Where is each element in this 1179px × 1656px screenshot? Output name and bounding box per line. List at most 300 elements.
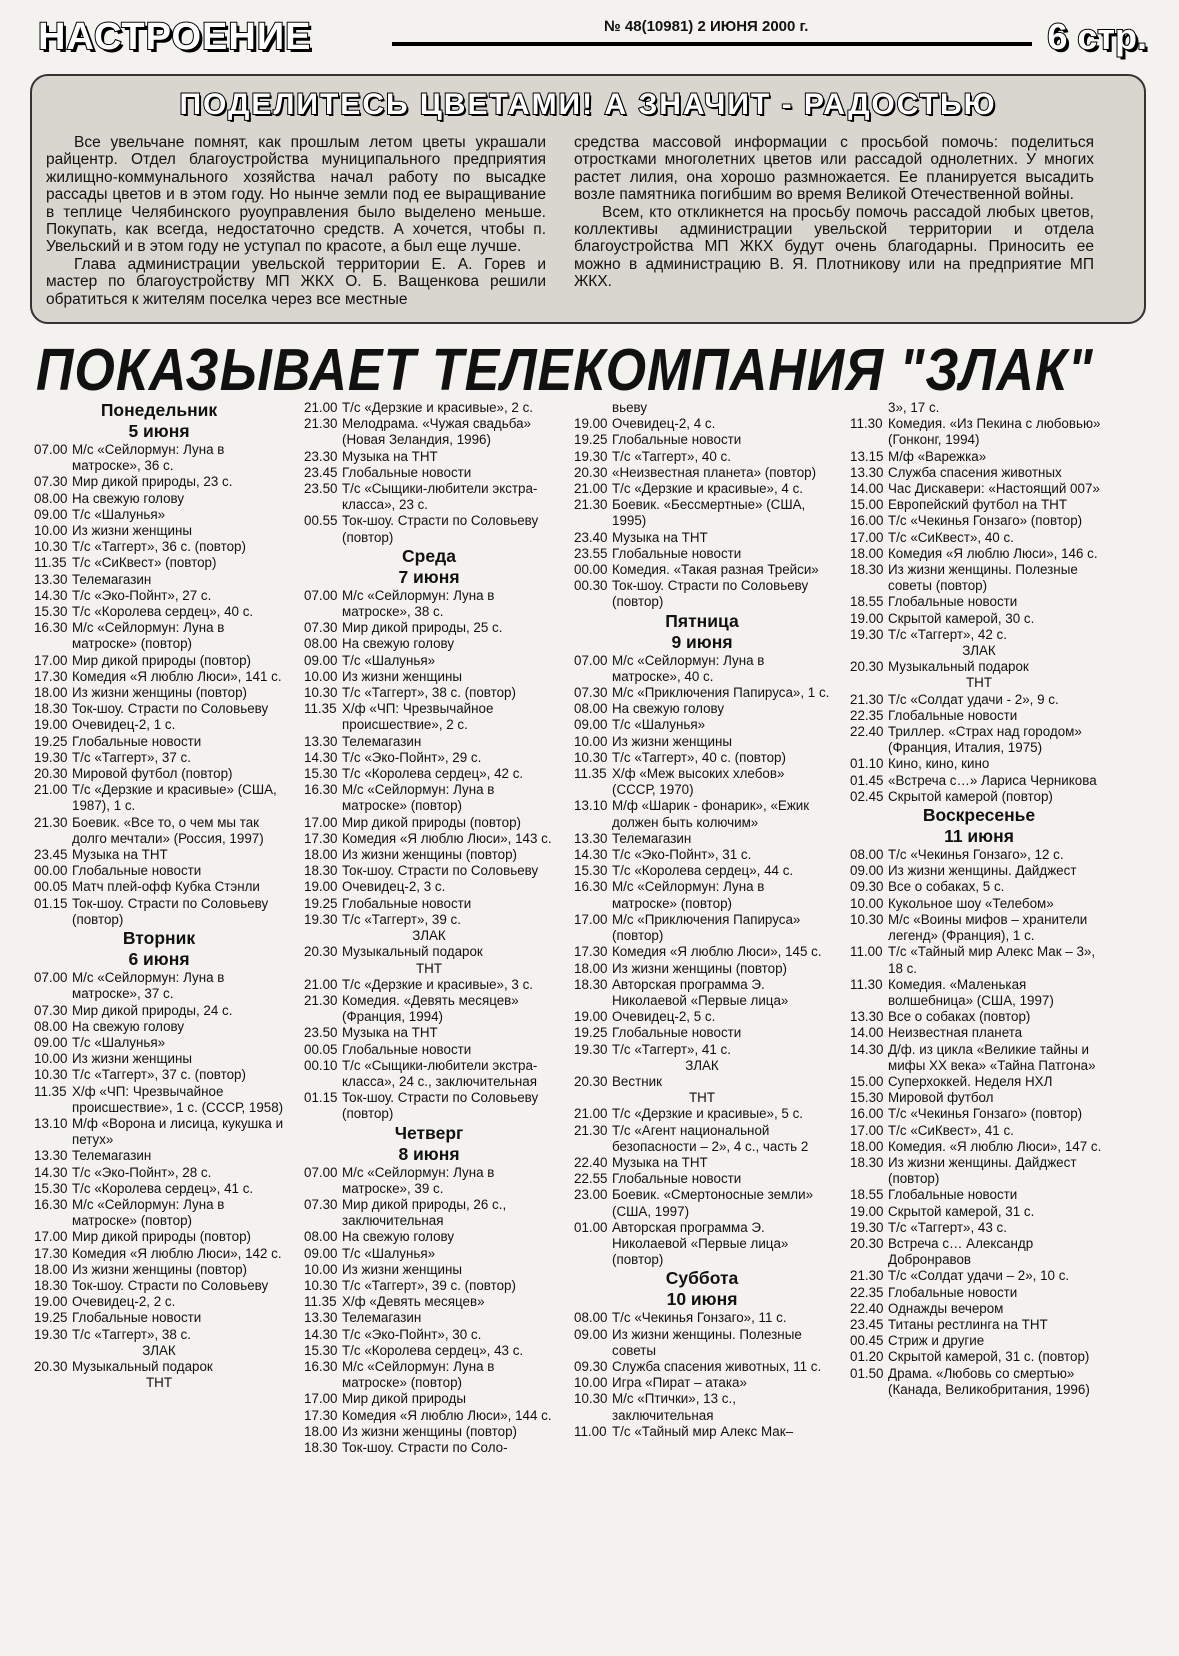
program-entry [34, 701, 284, 717]
schedule-headline: ПОКАЗЫВАЕТ ТЕЛЕКОМПАНИЯ "ЗЛАК" [36, 337, 1094, 404]
program-time: 16.30 [34, 620, 68, 636]
program-title: Музыка на ТНТ [612, 529, 708, 545]
program-title: Глобальные новости [72, 733, 202, 749]
program-time: 10.30 [574, 1391, 608, 1407]
channel-label: ЗЛАК [412, 928, 446, 944]
program-entry [304, 653, 554, 669]
program-time: 19.25 [34, 1310, 68, 1326]
program-title: Из жизни женщины [342, 668, 462, 684]
program-title: Музыкальный подарок [888, 659, 1029, 675]
program-entry [850, 449, 1108, 465]
program-time: 14.00 [850, 1025, 884, 1041]
program-title: Боевик. «Бессмертные» (США, 1995) [612, 497, 806, 529]
program-entry [850, 756, 1108, 772]
program-title: Д/ф. из цикла «Великие тайны и мифы XX века» «Тайна Патгона» [888, 1041, 1096, 1073]
program-title: Мелодрама. «Чужая свадьба» (Новая Зеландия, 1996) [342, 416, 531, 448]
program-title: Комедия. «Маленькая волшебница» (США, 1997) [888, 976, 1054, 1008]
program-time: 14.30 [850, 1041, 884, 1057]
notice-right-column [574, 134, 1094, 291]
program-entry [850, 863, 1108, 879]
program-title: На свежую голову [72, 490, 185, 506]
program-time: 00.00 [34, 863, 68, 879]
program-time: 19.30 [850, 1219, 884, 1235]
program-entry [304, 1440, 554, 1456]
program-entry [34, 1246, 284, 1262]
program-entry [34, 863, 284, 879]
program-entry [574, 578, 830, 610]
program-time: 11.00 [850, 944, 883, 960]
program-entry [304, 1343, 554, 1359]
program-title: Боевик. «Смертоносные земли» (США, 1997) [612, 1187, 814, 1219]
program-time: 07.00 [304, 1164, 338, 1180]
program-title: Музыка на ТНТ [72, 847, 168, 863]
program-title: Т/с «Шалунья» [72, 1034, 166, 1050]
program-entry [304, 449, 554, 465]
program-title: Авторская программа Э. Николаевой «Первые лица» [612, 976, 789, 1008]
program-time: 19.30 [34, 749, 68, 765]
program-title: На свежую голову [342, 636, 455, 652]
program-time: 23.45 [850, 1316, 884, 1332]
program-entry [850, 1301, 1108, 1317]
program-time: 19.25 [574, 432, 608, 448]
program-entry [574, 944, 830, 960]
program-title: Т/с «Дерзкие и красивые» (США, 1987), 1 с. [72, 782, 277, 814]
program-title: Авторская программа Э. Николаевой «Первые лица» (повтор) [612, 1219, 789, 1268]
program-time: 11.35 [304, 1294, 337, 1310]
notice-left-column [46, 134, 546, 308]
program-entry [850, 1187, 1108, 1203]
program-title: Очевидец-2, 2 с. [72, 1294, 176, 1310]
program-title: Час Дискавери: «Настоящий 007» [888, 481, 1100, 497]
program-time: 08.00 [304, 636, 338, 652]
program-entry [304, 879, 554, 895]
channel-label: ТНТ [965, 675, 993, 691]
program-title: Глобальные новости [342, 895, 472, 911]
program-entry [34, 1116, 284, 1148]
program-time: 20.30 [574, 1073, 608, 1089]
program-title: Ток-шоу. Страсти по Соловьеву (повтор) [72, 895, 269, 927]
program-time: 23.45 [34, 847, 68, 863]
program-time: 18.30 [304, 863, 338, 879]
program-entry [34, 491, 284, 507]
program-title: Кино, кино, кино [888, 756, 990, 772]
program-time: 22.40 [574, 1154, 608, 1170]
program-time: 10.00 [34, 1051, 68, 1067]
program-entry [574, 1220, 830, 1269]
program-title: Мир дикой природы, 25 с. [342, 620, 503, 636]
program-time: 07.00 [34, 442, 68, 457]
notice-paragraph: Всем, кто откликнется на просьбу помочь рассадой любых цветов, коллективы администрации увельской территории и отдела благоустройства МП ЖКХ будут очень благодарны. Приносить ее можно в администрацию В. Я. Плотникову или на предприятие МП ЖКХ. [574, 203, 1094, 291]
program-time: 19.00 [850, 610, 884, 626]
program-time: 10.30 [34, 1067, 68, 1083]
program-title: На свежую голову [72, 1018, 185, 1034]
channel-label: ТНТ [415, 960, 443, 976]
program-time: 16.30 [304, 782, 338, 798]
program-time: 16.30 [304, 1358, 338, 1374]
program-title: вьеву [612, 400, 648, 415]
program-title: Т/с «Чекинья Гонзаго», 11 с. [612, 1310, 787, 1326]
program-title: Глобальные новости [342, 464, 472, 480]
program-title: Ток-шоу. Страсти по Соловьеву [72, 1277, 269, 1293]
program-title: М/с «Сейлормун: Луна в матроске», 40 с. [612, 652, 765, 684]
program-time: 19.00 [304, 879, 338, 895]
program-time: 08.00 [574, 1310, 608, 1326]
program-time: 11.00 [574, 1423, 607, 1439]
program-entry [34, 847, 284, 863]
program-title: М/с «Сейлормун: Луна в матроске» (повтор) [72, 1196, 225, 1229]
program-title: Встреча с… Александр Добронравов [888, 1235, 1034, 1268]
program-entry [574, 1391, 830, 1423]
day-heading: 8 июня [398, 1143, 460, 1164]
program-time: 11.35 [304, 701, 337, 717]
program-entry [34, 1278, 284, 1294]
program-entry [850, 977, 1108, 1009]
program-entry [850, 1333, 1108, 1349]
program-title: Т/с «Сыщики-любители экстра-класса», 24 с., заключительная [342, 1057, 538, 1089]
program-entry [574, 701, 830, 717]
program-time: 01.10 [850, 756, 884, 772]
program-time: 17.00 [304, 1391, 338, 1407]
program-entry [574, 847, 830, 863]
program-title: М/с «Птички», 13 с., заключительная [612, 1391, 736, 1423]
program-entry [850, 400, 1108, 416]
program-title: Т/с «Эко-Пойнт», 31 с. [612, 847, 752, 863]
program-title: Т/с «Таггерт», 41 с. [612, 1041, 731, 1057]
program-entry [574, 562, 830, 578]
program-title: Глобальные новости [612, 1025, 742, 1041]
program-entry [850, 513, 1108, 529]
program-time: 00.05 [34, 879, 68, 895]
program-title: Из жизни женщины (повтор) [342, 847, 518, 863]
program-time: 19.25 [304, 895, 338, 911]
program-time: 19.30 [850, 626, 884, 642]
program-time: 17.00 [574, 911, 608, 927]
program-time: 09.00 [574, 717, 608, 733]
program-title: Телемагазин [72, 1148, 152, 1164]
program-title: Из жизни женщины (повтор) [72, 1261, 248, 1277]
program-time: 21.00 [574, 1106, 608, 1122]
program-time: 15.30 [34, 604, 68, 620]
program-title: Т/с «Тайный мир Алекс Мак– [612, 1423, 794, 1439]
program-entry [574, 1106, 830, 1122]
program-title: Т/с «Шалунья» [342, 1245, 436, 1261]
day-heading: 10 июня [666, 1289, 738, 1310]
program-title: Т/с «Чекинья Гонзаго» (повтор) [888, 513, 1083, 529]
program-time: 23.00 [574, 1187, 608, 1203]
program-time: 01.15 [34, 895, 68, 911]
program-entry [574, 961, 830, 977]
program-title: Мир дикой природы (повтор) [342, 814, 522, 830]
program-entry [574, 1310, 830, 1326]
program-time: 22.40 [850, 1300, 884, 1316]
program-entry [304, 1310, 554, 1326]
day-heading: 9 июня [671, 631, 733, 652]
program-title: М/с «Сейлормун: Луна в матроске», 37 с. [72, 970, 225, 1002]
program-time: 10.30 [574, 749, 608, 765]
program-title: М/с «Сейлормун: Луна в матроске», 36 с. [72, 442, 225, 474]
program-entry [34, 734, 284, 750]
program-entry [304, 863, 554, 879]
day-heading: Понедельник [100, 400, 218, 420]
program-entry [850, 546, 1108, 562]
program-entry [34, 782, 284, 814]
program-title: Т/с «Королева сердец», 44 с. [612, 863, 794, 879]
program-time: 21.30 [304, 992, 338, 1008]
program-title: Комедия. «Девять месяцев» (Франция, 1994) [342, 992, 519, 1025]
program-time: 21.30 [34, 814, 68, 830]
program-entry [574, 977, 830, 1009]
program-entry [304, 1424, 554, 1440]
program-time: 13.30 [34, 571, 68, 587]
program-title: Т/с «Королева сердец», 43 с. [342, 1342, 524, 1358]
program-title: Музыкальный подарок [342, 944, 483, 960]
program-entry [574, 1155, 830, 1171]
program-time: 22.55 [574, 1171, 608, 1187]
program-title: Все о собаках (повтор) [888, 1009, 1031, 1025]
program-time: 07.30 [34, 474, 68, 490]
program-time: 10.30 [304, 1277, 338, 1293]
program-entry [34, 1310, 284, 1326]
program-time: 01.00 [574, 1219, 608, 1235]
program-title: Из жизни женщины. Дайджест (повтор) [888, 1154, 1077, 1187]
program-title: На свежую голову [612, 701, 725, 717]
header-rule [392, 42, 1032, 46]
program-title: Музыка на ТНТ [612, 1154, 708, 1170]
program-title: Комедия «Я люблю Люси», 146 с. [888, 545, 1098, 561]
program-title: Комедия «Я люблю Люси», 143 с. [342, 830, 552, 846]
day-heading: 6 июня [128, 949, 190, 970]
program-time: 08.00 [304, 1229, 338, 1245]
program-title: Триллер. «Страх над городом» (Франция, Италия, 1975) [888, 724, 1082, 756]
program-time: 18.00 [34, 1261, 68, 1277]
program-entry [574, 685, 830, 701]
program-title: Глобальные новости [72, 863, 202, 879]
program-time: 20.30 [34, 766, 68, 782]
program-entry [850, 481, 1108, 497]
program-entry [34, 474, 284, 490]
program-title: Т/с «Таггерт», 39 с. [342, 911, 461, 927]
program-entry [574, 717, 830, 733]
program-entry [574, 1123, 830, 1155]
program-title: Глобальные новости [342, 1041, 472, 1057]
program-entry [34, 1294, 284, 1310]
program-entry [34, 507, 284, 523]
page-number: 6 стр. [1047, 16, 1147, 57]
program-title: М/с «Сейлормун: Луна в матроске», 39 с. [342, 1164, 495, 1196]
program-time: 22.35 [850, 707, 884, 723]
program-title: Глобальные новости [612, 545, 742, 561]
program-time: 07.00 [574, 652, 608, 668]
program-title: Х/ф «ЧП: Чрезвычайное происшествие», 1 с. (СССР, 1958) [72, 1083, 284, 1115]
program-entry [850, 465, 1108, 481]
program-entry [304, 416, 554, 448]
program-time: 21.00 [34, 782, 68, 798]
program-title: Мир дикой природы [342, 1391, 466, 1407]
program-entry [850, 847, 1108, 863]
program-title: Из жизни женщины (повтор) [72, 685, 248, 701]
channel-label: ТНТ [688, 1090, 716, 1106]
program-title: На свежую голову [342, 1229, 455, 1245]
program-title: М/ф «Шарик - фонарик», «Ежик должен быть колючим» [612, 798, 810, 830]
program-title: Х/ф «Меж высоких хлебов» (СССР, 1970) [612, 766, 785, 798]
program-entry [850, 944, 1108, 976]
program-time: 11.35 [34, 1083, 67, 1099]
program-entry [304, 831, 554, 847]
program-entry [574, 766, 830, 798]
program-time: 13.30 [850, 1009, 884, 1025]
program-entry [304, 1229, 554, 1245]
program-time: 19.25 [574, 1025, 608, 1041]
program-title: Т/с «Эко-Пойнт», 29 с. [342, 749, 482, 765]
program-title: М/с «Приключения Папируса» (повтор) [612, 911, 801, 944]
program-entry [850, 1155, 1108, 1187]
program-title: Музыка на ТНТ [342, 1025, 438, 1041]
program-time: 15.30 [304, 766, 338, 782]
program-title: М/с «Сейлормун: Луна в матроске» (повтор) [612, 879, 765, 911]
program-entry [304, 465, 554, 481]
schedule-column-2 [304, 400, 554, 1456]
program-entry [574, 653, 830, 685]
program-time: 17.00 [34, 652, 68, 668]
notice-paragraph: Глава администрации увельской территории Е. А. Горев и мастер по благоустройству МП ЖКХ О. Б. Ващенкова решили обратиться к жителям поселка через все местные [46, 255, 546, 308]
channel-label: ЗЛАК [962, 643, 996, 659]
program-title: Комедия «Я люблю Люси», 141 с. [72, 668, 282, 684]
program-entry [34, 766, 284, 782]
program-entry [850, 1139, 1108, 1155]
program-entry [850, 1042, 1108, 1074]
program-title: Из жизни женщины [72, 523, 192, 539]
program-time: 21.00 [304, 976, 338, 992]
program-title: Ток-шоу. Страсти по Соловьеву [342, 863, 539, 879]
program-title: «Неизвестная планета» (повтор) [612, 464, 817, 480]
program-title: Мировой футбол [888, 1090, 994, 1106]
program-title: Стриж и другие [888, 1333, 985, 1349]
program-entry [34, 539, 284, 555]
program-time: 19.00 [34, 717, 68, 733]
program-entry [304, 400, 554, 416]
program-title: Скрытой камерой, 30 с. [888, 610, 1035, 626]
program-title: Из жизни женщины. Полезные советы [612, 1326, 802, 1358]
program-title: Ток-шоу. Страсти по Соловьеву (повтор) [612, 578, 809, 610]
program-entry [304, 1058, 554, 1090]
program-title: Т/с «Таггерт», 40 с. (повтор) [612, 749, 786, 765]
program-time: 14.30 [304, 1326, 338, 1342]
program-title: Т/с «Шалунья» [342, 652, 436, 668]
program-time: 22.35 [850, 1284, 884, 1300]
program-time: 17.00 [304, 814, 338, 830]
program-time: 01.20 [850, 1349, 884, 1365]
program-time: 18.30 [34, 701, 68, 717]
program-title: Из жизни женщины [342, 1261, 462, 1277]
program-title: Т/с «Агент национальной безопасности – 2», 4 с., часть 2 [612, 1122, 809, 1154]
program-entry [34, 1165, 284, 1181]
program-title: Из жизни женщины [72, 1051, 192, 1067]
program-title: Ток-шоу. Страсти по Соловьеву (повтор) [342, 1090, 539, 1122]
program-title: Телемагазин [342, 1310, 422, 1326]
program-entry [34, 1327, 284, 1343]
program-title: Т/с «Эко-Пойнт», 30 с. [342, 1326, 482, 1342]
program-entry [850, 1317, 1108, 1333]
notice-box [30, 74, 1146, 324]
program-entry [850, 912, 1108, 944]
program-entry [574, 1327, 830, 1359]
program-entry [574, 546, 830, 562]
program-entry [34, 620, 284, 652]
program-title: Музыкальный подарок [72, 1358, 213, 1374]
program-entry [574, 879, 830, 911]
program-title: Т/с «Таггерт», 37 с. (повтор) [72, 1067, 246, 1083]
program-entry [34, 685, 284, 701]
program-time: 21.00 [304, 400, 338, 415]
program-title: Т/с «Чекинья Гонзаго» (повтор) [888, 1106, 1083, 1122]
program-entry [34, 879, 284, 895]
program-time: 11.35 [574, 766, 607, 782]
program-title: Ток-шоу. Страсти по Соловьеву [72, 701, 269, 717]
program-time: 10.00 [304, 1261, 338, 1277]
program-time: 10.30 [304, 685, 338, 701]
program-time: 07.30 [304, 1196, 338, 1212]
program-title: Т/с «СиКвест» (повтор) [72, 555, 217, 571]
page-header [32, 14, 1147, 64]
section-title: НАСТРОЕНИЕ [38, 16, 312, 58]
program-title: М/с «Приключения Папируса», 1 с. [612, 685, 830, 701]
program-time: 19.25 [34, 733, 68, 749]
program-title: Т/с «Солдат удачи – 2», 10 с. [888, 1268, 1070, 1284]
program-title: Матч плей-офф Кубка Стэнли [72, 879, 260, 895]
program-time: 14.00 [850, 481, 884, 497]
program-entry [574, 912, 830, 944]
program-time: 17.30 [574, 944, 608, 960]
program-entry [34, 1051, 284, 1067]
program-time: 01.15 [304, 1090, 338, 1106]
program-time: 19.30 [574, 1041, 608, 1057]
program-entry [304, 1025, 554, 1041]
program-entry [34, 970, 284, 1002]
program-entry [574, 1187, 830, 1219]
program-title: Вестник [612, 1073, 662, 1089]
program-entry [34, 1035, 284, 1051]
program-entry [34, 523, 284, 539]
program-title: Из жизни женщины [612, 733, 732, 749]
program-title: Служба спасения животных [888, 464, 1062, 480]
program-title: М/с «Сейлормун: Луна в матроске» (повтор) [72, 620, 225, 652]
program-entry [34, 572, 284, 588]
program-entry [304, 1042, 554, 1058]
program-entry [304, 1278, 554, 1294]
program-entry [304, 481, 554, 513]
program-entry [304, 896, 554, 912]
program-time: 17.30 [304, 1407, 338, 1423]
program-entry [304, 766, 554, 782]
program-title: Т/с «Дерзкие и красивые», 3 с. [342, 976, 534, 992]
program-title: Служба спасения животных, 11 с. [612, 1358, 822, 1374]
channel-label: ТНТ [145, 1375, 173, 1391]
program-time: 14.30 [34, 1164, 68, 1180]
program-entry [304, 1408, 554, 1424]
program-title: Т/с «Таггерт», 42 с. [888, 626, 1007, 642]
schedule-column-1 [34, 400, 284, 1391]
day-heading: Суббота [665, 1268, 739, 1289]
program-title: «Встреча с…» Лариса Черникова [888, 772, 1097, 788]
program-time: 23.40 [574, 529, 608, 545]
program-entry [574, 481, 830, 497]
program-title: Т/с «Королева сердец», 40 с. [72, 604, 254, 620]
program-time: 17.30 [304, 830, 338, 846]
program-time: 21.30 [304, 416, 338, 432]
program-time: 21.30 [574, 497, 608, 513]
program-time: 18.30 [850, 562, 884, 578]
program-title: Очевидец-2, 5 с. [612, 1009, 716, 1025]
